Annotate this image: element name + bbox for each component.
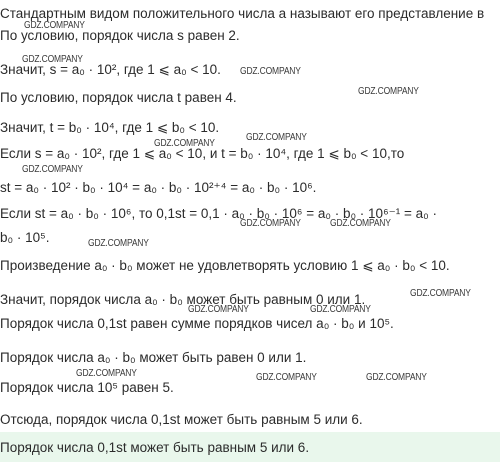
watermark: GDZ.COMPANY bbox=[24, 20, 85, 31]
text-line-11: Значит, порядок числа a₀ · b₀ может быть равным 0 или 1. bbox=[0, 292, 366, 307]
watermark: GDZ.COMPANY bbox=[310, 304, 371, 315]
text-line-9: b₀ · 10⁵. bbox=[0, 230, 50, 245]
watermark: GDZ.COMPANY bbox=[366, 372, 427, 383]
text-line-14: Порядок числа 10⁵ равен 5. bbox=[0, 380, 174, 395]
watermark: GDZ.COMPANY bbox=[256, 372, 317, 383]
watermark: GDZ.COMPANY bbox=[76, 368, 137, 379]
text-line-12: Порядок числа 0,1st равен сумме порядков чисел a₀ · b₀ и 10⁵. bbox=[0, 316, 394, 331]
text-line-13: Порядок числа a₀ · b₀ может быть равен 0 или 1. bbox=[0, 350, 307, 365]
text-line-7: st = a₀ · 10² · b₀ · 10⁴ = a₀ · b₀ · 10²⁺⁴ = a₀ · b₀ · 10⁶. bbox=[0, 180, 317, 195]
text-line-6: Если s = a₀ · 10², где 1 ⩽ a₀ < 10, и t = b₀ · 10⁴, где 1 ⩽ b₀ < 10,то bbox=[0, 146, 405, 161]
watermark: GDZ.COMPANY bbox=[22, 54, 83, 65]
text-line-1: Стандартным видом положительного числа a называют его представление в bbox=[0, 6, 485, 21]
text-line-8: Если st = a₀ · b₀ · 10⁶, то 0,1st = 0,1 · a₀ · b₀ · 10⁶ = a₀ · b₀ · 10⁶⁻¹ = a₀ · bbox=[0, 206, 437, 221]
watermark: GDZ.COMPANY bbox=[22, 164, 83, 175]
watermark: GDZ.COMPANY bbox=[240, 218, 301, 229]
watermark: GDZ.COMPANY bbox=[154, 138, 215, 149]
text-line-10: Произведение a₀ · b₀ может не удовлетворять условию 1 ⩽ a₀ · b₀ < 10. bbox=[0, 258, 450, 273]
text-line-16-answer: Порядок числа 0,1st может быть равным 5 или 6. bbox=[0, 440, 310, 455]
text-line-2: По условию, порядок числа s равен 2. bbox=[0, 28, 240, 43]
watermark: GDZ.COMPANY bbox=[358, 86, 419, 97]
watermark: GDZ.COMPANY bbox=[188, 304, 249, 315]
watermark: GDZ.COMPANY bbox=[240, 66, 301, 77]
text-line-3: Значит, s = a₀ · 10², где 1 ⩽ a₀ < 10. bbox=[0, 62, 221, 77]
watermark: GDZ.COMPANY bbox=[330, 218, 391, 229]
watermark: GDZ.COMPANY bbox=[246, 132, 307, 143]
text-line-4: По условию, порядок числа t равен 4. bbox=[0, 90, 237, 105]
text-line-15: Отсюда, порядок числа 0,1st может быть равным 5 или 6. bbox=[0, 412, 363, 427]
text-line-5: Значит, t = b₀ · 10⁴, где 1 ⩽ b₀ < 10. bbox=[0, 120, 220, 135]
watermark: GDZ.COMPANY bbox=[88, 238, 149, 249]
watermark: GDZ.COMPANY bbox=[410, 288, 471, 299]
